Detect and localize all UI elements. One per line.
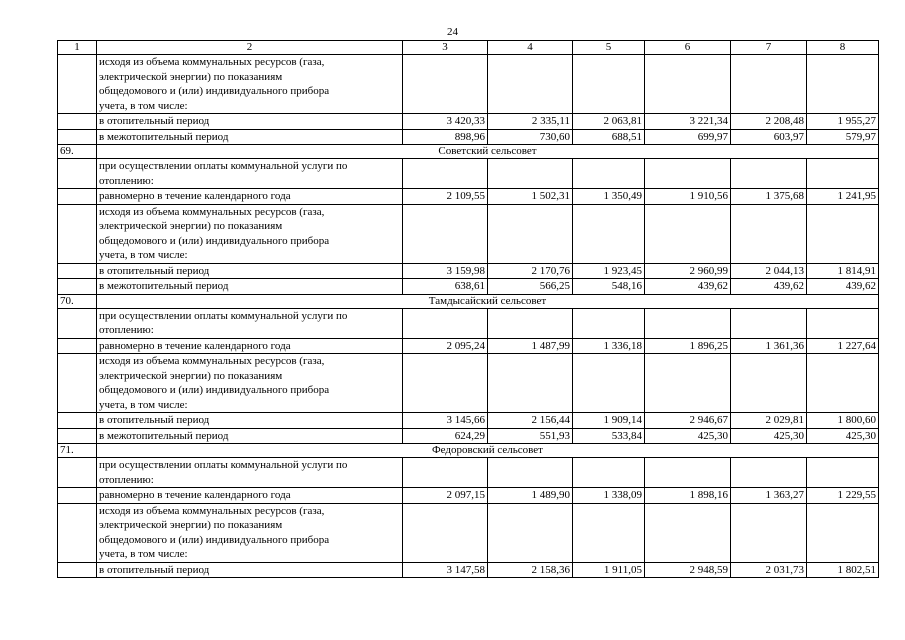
row-label: в межотопительный период: [97, 279, 403, 295]
section-row: [58, 294, 879, 308]
value-col-5: 688,51: [573, 129, 645, 145]
empty-value-cell: [573, 159, 645, 189]
value-col-5: 2 063,81: [573, 114, 645, 130]
value-col-8: 439,62: [807, 279, 879, 295]
column-header-6: 6: [645, 41, 731, 55]
description-line: отоплению:: [99, 174, 154, 187]
value-col-5: 1 911,05: [573, 562, 645, 578]
value-col-7: 439,62: [731, 279, 807, 295]
empty-value-cell: [645, 354, 731, 413]
empty-value-cell: [731, 458, 807, 488]
row-label: равномерно в течение календарного года: [97, 338, 403, 354]
value-col-6: 3 221,34: [645, 114, 731, 130]
value-col-5: 1 909,14: [573, 413, 645, 429]
value-col-8: 1 241,95: [807, 189, 879, 205]
row-number: [58, 263, 97, 279]
row-description: [97, 458, 403, 488]
value-col-7: 603,97: [731, 129, 807, 145]
empty-value-cell: [573, 204, 645, 263]
column-header-3: 3: [403, 41, 488, 55]
row-number: [58, 204, 97, 263]
empty-value-cell: [403, 159, 488, 189]
value-col-6: 1 898,16: [645, 488, 731, 504]
value-col-3: 2 097,15: [403, 488, 488, 504]
description-line: отоплению:: [99, 324, 154, 336]
empty-value-cell: [403, 503, 488, 562]
value-col-5: 548,16: [573, 279, 645, 295]
row-number: [58, 279, 97, 295]
description-row: [58, 204, 879, 263]
value-col-4: 2 156,44: [488, 413, 573, 429]
empty-value-cell: [488, 308, 573, 338]
empty-value-cell: [488, 503, 573, 562]
value-col-4: 2 158,36: [488, 562, 573, 578]
section-title: Федоровский сельсовет: [97, 444, 879, 458]
value-col-6: 699,97: [645, 129, 731, 145]
empty-value-cell: [645, 308, 731, 338]
row-number: [58, 114, 97, 130]
description-row: [58, 458, 879, 488]
column-header-7: 7: [731, 41, 807, 55]
row-description: [97, 55, 403, 114]
value-col-3: 3 145,66: [403, 413, 488, 429]
data-row: [58, 562, 879, 578]
empty-value-cell: [645, 458, 731, 488]
row-number: [58, 308, 97, 338]
description-line: общедомового и (или) индивидуального прибора: [99, 234, 330, 247]
value-col-5: 1 338,09: [573, 488, 645, 504]
value-col-7: 2 031,73: [731, 562, 807, 578]
empty-value-cell: [807, 55, 879, 114]
value-col-3: 3 159,98: [403, 263, 488, 279]
description-row: [58, 55, 879, 114]
row-description: [97, 159, 403, 189]
empty-value-cell: [645, 503, 731, 562]
empty-value-cell: [488, 159, 573, 189]
value-col-4: 1 489,90: [488, 488, 573, 504]
description-line: исходя из объема коммунальных ресурсов (газа,: [99, 205, 325, 218]
data-row: [58, 413, 879, 429]
empty-value-cell: [573, 55, 645, 114]
description-line: при осуществлении оплаты коммунальной услуги по: [99, 160, 348, 172]
empty-value-cell: [731, 55, 807, 114]
description-row: [58, 308, 879, 338]
description-line: электрической энергии) по показаниям: [99, 369, 283, 382]
value-col-8: 1 800,60: [807, 413, 879, 429]
row-label: равномерно в течение календарного года: [97, 488, 403, 504]
empty-value-cell: [645, 204, 731, 263]
value-col-3: 3 420,33: [403, 114, 488, 130]
row-number: [58, 428, 97, 444]
value-col-7: 1 361,36: [731, 338, 807, 354]
value-col-8: 1 802,51: [807, 562, 879, 578]
empty-value-cell: [403, 308, 488, 338]
row-number: [58, 413, 97, 429]
description-line: электрической энергии) по показаниям: [99, 70, 283, 83]
empty-value-cell: [731, 159, 807, 189]
data-row: [58, 263, 879, 279]
description-line: отоплению:: [99, 473, 154, 486]
empty-value-cell: [488, 204, 573, 263]
empty-value-cell: [807, 503, 879, 562]
row-number: [58, 338, 97, 354]
value-col-7: 2 208,48: [731, 114, 807, 130]
empty-value-cell: [645, 55, 731, 114]
data-row: [58, 114, 879, 130]
empty-value-cell: [645, 159, 731, 189]
data-row: [58, 338, 879, 354]
header-row: [58, 41, 879, 55]
value-col-5: 1 923,45: [573, 263, 645, 279]
empty-value-cell: [573, 308, 645, 338]
section-title: Советский сельсовет: [97, 145, 879, 159]
section-number: 70.: [58, 294, 97, 308]
data-row: [58, 189, 879, 205]
description-line: электрической энергии) по показаниям: [99, 519, 283, 531]
value-col-8: 1 814,91: [807, 263, 879, 279]
row-label: в межотопительный период: [97, 428, 403, 444]
description-line: учета, в том числе:: [99, 398, 188, 411]
row-label: в межотопительный период: [97, 129, 403, 145]
value-col-4: 566,25: [488, 279, 573, 295]
value-col-5: 533,84: [573, 428, 645, 444]
description-line: исходя из объема коммунальных ресурсов (газа,: [99, 504, 325, 517]
value-col-8: 579,97: [807, 129, 879, 145]
value-col-7: 1 363,27: [731, 488, 807, 504]
value-col-6: 425,30: [645, 428, 731, 444]
value-col-6: 2 948,59: [645, 562, 731, 578]
empty-value-cell: [731, 503, 807, 562]
empty-value-cell: [731, 354, 807, 413]
row-number: [58, 189, 97, 205]
value-col-3: 2 095,24: [403, 338, 488, 354]
value-col-4: 1 502,31: [488, 189, 573, 205]
empty-value-cell: [403, 55, 488, 114]
description-line: при осуществлении оплаты коммунальной услуги по: [99, 309, 348, 322]
row-number: [58, 488, 97, 504]
empty-value-cell: [807, 354, 879, 413]
description-line: общедомового и (или) индивидуального прибора: [99, 85, 330, 97]
tariff-table: [57, 40, 879, 578]
column-header-8: 8: [807, 41, 879, 55]
section-title: Тамдысайский сельсовет: [97, 294, 879, 308]
empty-value-cell: [807, 159, 879, 189]
value-col-8: 1 229,55: [807, 488, 879, 504]
row-label: равномерно в течение календарного года: [97, 189, 403, 205]
value-col-8: 1 955,27: [807, 114, 879, 130]
description-line: учета, в том числе:: [99, 99, 188, 112]
empty-value-cell: [488, 458, 573, 488]
description-line: учета, в том числе:: [99, 548, 188, 560]
empty-value-cell: [488, 354, 573, 413]
description-row: [58, 354, 879, 413]
column-header-1: 1: [58, 41, 97, 55]
value-col-4: 2 335,11: [488, 114, 573, 130]
value-col-4: 1 487,99: [488, 338, 573, 354]
row-number: [58, 55, 97, 114]
description-line: исходя из объема коммунальных ресурсов (газа,: [99, 56, 325, 68]
description-line: электрической энергии) по показаниям: [99, 220, 283, 232]
empty-value-cell: [488, 55, 573, 114]
data-row: [58, 279, 879, 295]
description-line: учета, в том числе:: [99, 249, 188, 261]
description-line: при осуществлении оплаты коммунальной услуги по: [99, 459, 348, 471]
row-number: [58, 354, 97, 413]
empty-value-cell: [573, 458, 645, 488]
row-description: [97, 204, 403, 263]
value-col-6: 1 910,56: [645, 189, 731, 205]
value-col-3: 2 109,55: [403, 189, 488, 205]
row-label: в отопительный период: [97, 114, 403, 130]
row-label: в отопительный период: [97, 263, 403, 279]
empty-value-cell: [403, 458, 488, 488]
row-description: [97, 354, 403, 413]
value-col-6: 2 946,67: [645, 413, 731, 429]
row-label: в отопительный период: [97, 562, 403, 578]
value-col-4: 2 170,76: [488, 263, 573, 279]
section-row: [58, 145, 879, 159]
empty-value-cell: [403, 354, 488, 413]
value-col-4: 551,93: [488, 428, 573, 444]
value-col-3: 624,29: [403, 428, 488, 444]
data-row: [58, 129, 879, 145]
value-col-3: 3 147,58: [403, 562, 488, 578]
row-number: [58, 503, 97, 562]
row-number: [58, 458, 97, 488]
row-label: в отопительный период: [97, 413, 403, 429]
value-col-6: 439,62: [645, 279, 731, 295]
row-number: [58, 562, 97, 578]
section-row: [58, 444, 879, 458]
value-col-8: 425,30: [807, 428, 879, 444]
description-line: общедомового и (или) индивидуального прибора: [99, 384, 330, 396]
value-col-4: 730,60: [488, 129, 573, 145]
empty-value-cell: [573, 354, 645, 413]
page-number: 24: [447, 26, 458, 38]
column-header-2: 2: [97, 41, 403, 55]
value-col-6: 2 960,99: [645, 263, 731, 279]
value-col-3: 898,96: [403, 129, 488, 145]
empty-value-cell: [731, 204, 807, 263]
description-row: [58, 503, 879, 562]
data-row: [58, 428, 879, 444]
empty-value-cell: [731, 308, 807, 338]
empty-value-cell: [807, 308, 879, 338]
value-col-7: 1 375,68: [731, 189, 807, 205]
value-col-5: 1 350,49: [573, 189, 645, 205]
value-col-7: 2 029,81: [731, 413, 807, 429]
row-number: [58, 159, 97, 189]
column-header-5: 5: [573, 41, 645, 55]
row-number: [58, 129, 97, 145]
value-col-8: 1 227,64: [807, 338, 879, 354]
description-line: общедомового и (или) индивидуального прибора: [99, 533, 330, 546]
column-header-4: 4: [488, 41, 573, 55]
empty-value-cell: [807, 458, 879, 488]
description-row: [58, 159, 879, 189]
value-col-7: 2 044,13: [731, 263, 807, 279]
row-description: [97, 308, 403, 338]
empty-value-cell: [573, 503, 645, 562]
value-col-6: 1 896,25: [645, 338, 731, 354]
empty-value-cell: [807, 204, 879, 263]
value-col-7: 425,30: [731, 428, 807, 444]
value-col-5: 1 336,18: [573, 338, 645, 354]
row-description: [97, 503, 403, 562]
empty-value-cell: [403, 204, 488, 263]
description-line: исходя из объема коммунальных ресурсов (газа,: [99, 355, 325, 367]
value-col-3: 638,61: [403, 279, 488, 295]
section-number: 71.: [58, 444, 97, 458]
data-row: [58, 488, 879, 504]
section-number: 69.: [58, 145, 97, 159]
